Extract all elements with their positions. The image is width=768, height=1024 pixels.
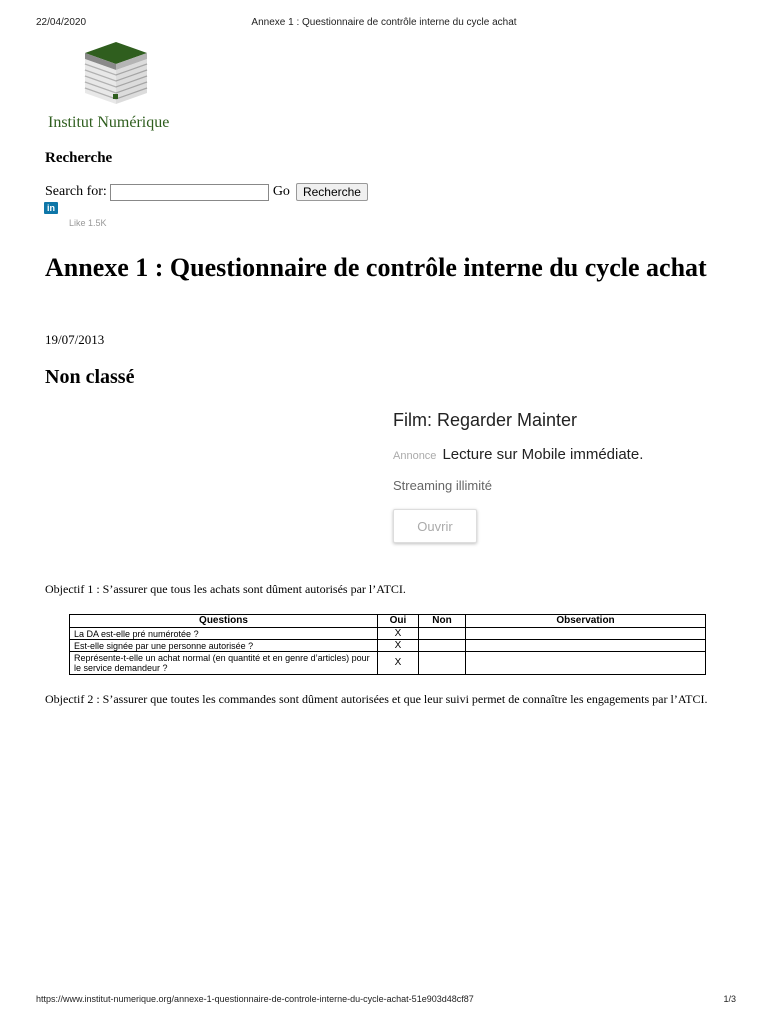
ad-title[interactable]: Film: Regarder Mainter: [393, 410, 578, 430]
observation-cell: [466, 640, 706, 652]
table-row: [70, 640, 706, 652]
page-title: Annexe 1 : Questionnaire de contrôle interne du cycle achat: [45, 253, 707, 282]
questionnaire-table: [69, 614, 706, 675]
ad-subtitle: Streaming illimité: [393, 478, 492, 493]
question-cell: La DA est-elle pré numérotée ?: [70, 628, 378, 640]
search-input[interactable]: [110, 184, 269, 201]
oui-cell: X: [378, 640, 419, 652]
table-header-row: [70, 615, 706, 628]
non-cell: [419, 652, 466, 675]
non-cell: [419, 640, 466, 652]
question-cell: Est-elle signée par une personne autorisée ?: [70, 640, 378, 652]
table-row: [70, 652, 706, 675]
logo-text: Institut Numérique: [48, 114, 170, 131]
non-cell: [419, 628, 466, 640]
ad-block[interactable]: [393, 410, 673, 543]
print-url: https://www.institut-numerique.org/annexe-1-questionnaire-de-controle-interne-du-cycle-achat-51e903d48cf87: [36, 994, 474, 1004]
objectif-1: Objectif 1 : S’assurer que tous les achats sont dûment autorisés par l’ATCI.: [45, 582, 406, 596]
table-row: [70, 628, 706, 640]
oui-cell: X: [378, 628, 419, 640]
table-header: Observation: [466, 615, 706, 628]
ad-body-text: Lecture sur Mobile immédiate.: [442, 446, 644, 463]
stacked-pages-icon: [80, 40, 152, 112]
print-header-title: Annexe 1 : Questionnaire de contrôle interne du cycle achat: [251, 17, 517, 28]
search-label: Search for:: [45, 184, 107, 199]
page-number: 1/3: [723, 994, 736, 1004]
objectif-2: Objectif 2 : S’assurer que toutes les commandes sont dûment autorisées et que leur suivi permet de connaître les engagements par l’ATCI.: [45, 692, 708, 706]
ad-open-button[interactable]: Ouvrir: [393, 509, 477, 543]
search-heading: Recherche: [45, 150, 113, 166]
site-logo[interactable]: [48, 40, 188, 135]
question-cell: Représente-t-elle un achat normal (en quantité et en genre d’articles) pour le service demandeur ?: [70, 652, 378, 675]
observation-cell: [466, 652, 706, 675]
ad-tag: Annonce: [393, 450, 437, 462]
post-category[interactable]: Non classé: [45, 366, 135, 388]
post-date: 19/07/2013: [45, 332, 105, 347]
table-header: Oui: [378, 615, 419, 628]
table-header: Non: [419, 615, 466, 628]
oui-cell: X: [378, 652, 419, 675]
table-header: Questions: [70, 615, 378, 628]
ad-body: [393, 445, 673, 466]
search-button[interactable]: Recherche: [296, 183, 368, 201]
search-form: [45, 183, 368, 201]
linkedin-icon[interactable]: in: [44, 202, 58, 214]
observation-cell: [466, 628, 706, 640]
like-count[interactable]: Like 1.5K: [69, 218, 107, 228]
go-label: Go: [272, 184, 290, 199]
print-date: 22/04/2020: [36, 17, 87, 28]
